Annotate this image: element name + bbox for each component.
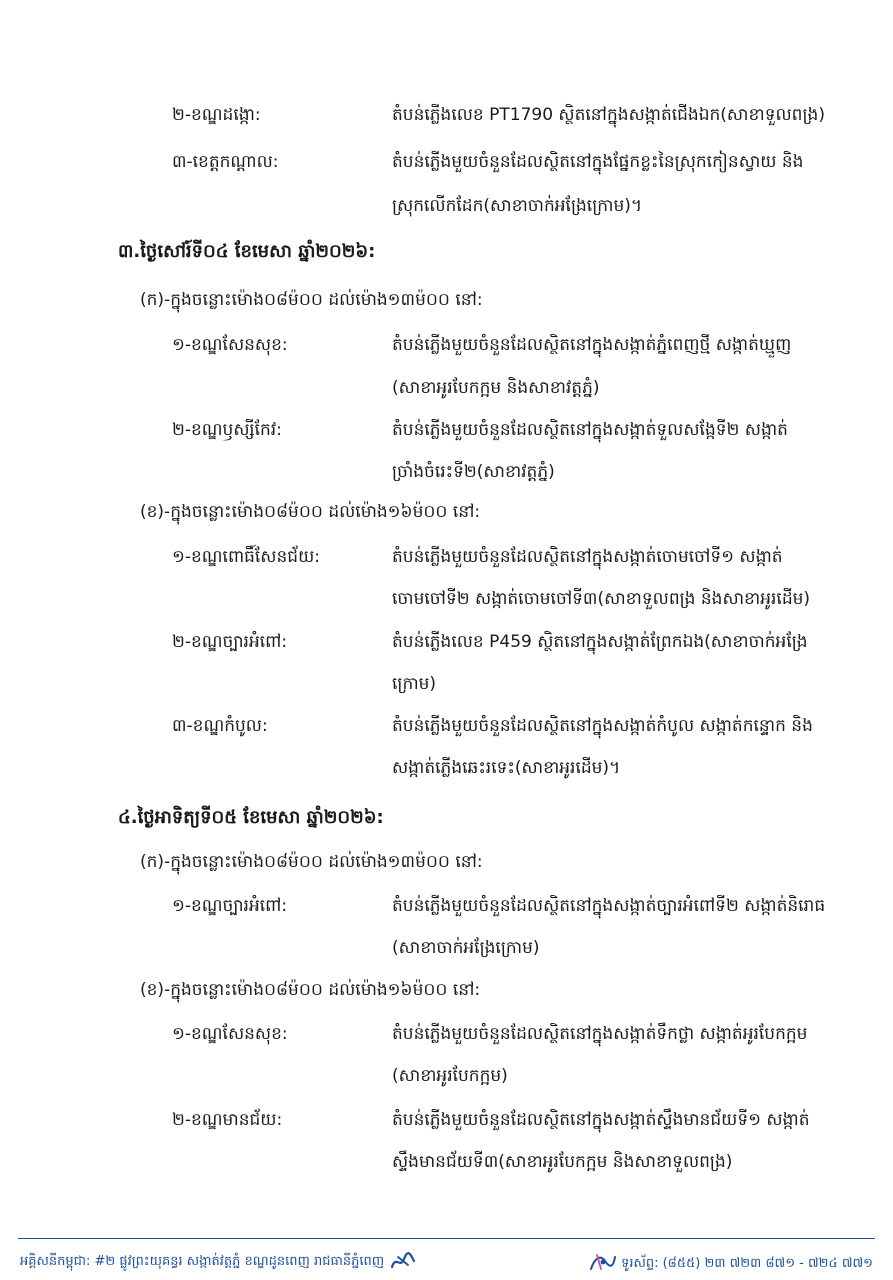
entry-label: ១-ខណ្ឌច្បារអំពៅ:: [172, 896, 288, 916]
entry-description: ចោមចៅទី២ សង្កាត់ចោមចៅទី៣(សាខាទួលពង្រ និងសាខាអូរដើម): [392, 589, 811, 609]
entry-description: តំបន់ភ្លើងមួយចំនួនដែលស្ថិតនៅក្នុងសង្កាត់ចោមចៅទី១ សង្កាត់: [392, 547, 783, 567]
entry-label: ២-ខណ្ឌឫស្សីកែវ:: [172, 420, 282, 440]
entry-description: តំបន់ភ្លើងមួយចំនួនដែលស្ថិតនៅក្នុងសង្កាត់ស្ទឹងមានជ័យទី១ សង្កាត់: [392, 1110, 810, 1130]
entry-description: តំបន់ភ្លើងមួយចំនួនដែលស្ថិតនៅក្នុងសង្កាត់កំបូល សង្កាត់កន្ទោក និង: [392, 716, 813, 736]
footer-address: [20, 1245, 414, 1272]
company-logo-icon: [587, 1251, 617, 1273]
entry-description: ស្ទឹងមានជ័យទី៣(សាខាអូរបែកក្អម និងសាខាទួលពង្រ): [392, 1152, 733, 1172]
entry-description: ក្រោម): [392, 674, 437, 694]
entry-description: (សាខាចាក់អង្រែក្រោម): [392, 938, 540, 958]
entry-label: ១-ខណ្ឌពោធិ៍សែនជ័យ:: [172, 547, 320, 567]
entry-description: តំបន់ភ្លើងមួយចំនួនដែលស្ថិតនៅក្នុងសង្កាត់ច្បារអំពៅទី២ សង្កាត់និរោធ: [392, 896, 826, 916]
entry-label: ១-ខណ្ឌសែនសុខ:: [172, 335, 288, 355]
signature-icon: [390, 1251, 416, 1271]
time-range-subheading: (ក)-ក្នុងចន្លោះម៉ោង០៨ម៉០០ ដល់ម៉ោង១៣ម៉០០ នៅ:: [140, 290, 483, 310]
entry-label: ២-ខណ្ឌដង្កោ:: [172, 105, 261, 125]
entry-description: តំបន់ភ្លើងមួយចំនួនដែលស្ថិតនៅក្នុងសង្កាត់ទួលសង្កែទី២ សង្កាត់: [392, 420, 788, 440]
entry-label: ៣-ខណ្ឌកំបូល:: [172, 716, 268, 736]
entry-label: ១-ខណ្ឌសែនសុខ:: [172, 1024, 288, 1044]
time-range-subheading: (ក)-ក្នុងចន្លោះម៉ោង០៨ម៉០០ ដល់ម៉ោង១៣ម៉០០ នៅ:: [140, 852, 483, 872]
time-range-subheading: (ខ)-ក្នុងចន្លោះម៉ោង០៨ម៉០០ ដល់ម៉ោង១៦ម៉០០ នៅ:: [140, 502, 481, 522]
entry-description: តំបន់ភ្លើងមួយចំនួនដែលស្ថិតនៅក្នុងផ្នែកខ្លះនៃស្រុកកៀនស្វាយ និង: [392, 152, 804, 172]
time-range-subheading: (ខ)-ក្នុងចន្លោះម៉ោង០៨ម៉០០ ដល់ម៉ោង១៦ម៉០០ នៅ:: [140, 980, 481, 1000]
section-heading: ៣.ថ្ងៃសៅរ៍ទី០៤ ខែមេសា ឆ្នាំ២០២៦:: [118, 241, 376, 262]
entry-label: ២-ខណ្ឌច្បារអំពៅ:: [172, 632, 288, 652]
entry-description: សង្កាត់ភ្លើងឆេះរទេះ(សាខាអូរដើម)។: [392, 758, 621, 778]
entry-description: ស្រុកលើកដែក(សាខាចាក់អង្រែក្រោម)។: [392, 196, 643, 216]
entry-label: ២-ខណ្ឌមានជ័យ:: [172, 1110, 283, 1130]
entry-label: ៣-ខេត្តកណ្ដាល:: [172, 152, 279, 172]
entry-description: តំបន់ភ្លើងលេខ PT1790 ស្ថិតនៅក្នុងសង្កាត់ជើងឯក(សាខាទួលពង្រ): [392, 105, 825, 125]
footer-address-text: អគ្គិសនីកម្ពុជា: #២ ផ្លូវព្រះយុគន្ធរ សង្កាត់វត្តភ្នំ ខណ្ឌដូនពេញ រាជធានីភ្នំពេញ: [20, 1254, 385, 1269]
entry-description: តំបន់ភ្លើងមួយចំនួនដែលស្ថិតនៅក្នុងសង្កាត់ភ្នំពេញថ្មី សង្កាត់ឃ្មួញ: [392, 335, 792, 355]
entry-description: តំបន់ភ្លើងលេខ P459 ស្ថិតនៅក្នុងសង្កាត់ព្រែកឯង(សាខាចាក់អង្រែ: [392, 632, 808, 652]
page-footer: [18, 1238, 875, 1275]
footer-phone: ទូរស័ព្ទ: (៨៥៥) ២៣ ៧២៣ ៨៧១ - ៧២៤ ៧៧១: [621, 1256, 873, 1271]
footer-contact: [587, 1245, 873, 1274]
section-heading: ៤.ថ្ងៃអាទិត្យទី០៥ ខែមេសា ឆ្នាំ២០២៦:: [118, 807, 384, 828]
entry-description: (សាខាអូរបែកក្អម និងសាខាវត្តភ្នំ): [392, 378, 600, 398]
entry-description: (សាខាអូរបែកក្អម): [392, 1066, 508, 1086]
entry-description: ច្រាំងចំរេះទី២(សាខាវត្តភ្នំ): [392, 462, 555, 482]
entry-description: តំបន់ភ្លើងមួយចំនួនដែលស្ថិតនៅក្នុងសង្កាត់ទឹកថ្លា សង្កាត់អូរបែកក្អម: [392, 1024, 808, 1044]
